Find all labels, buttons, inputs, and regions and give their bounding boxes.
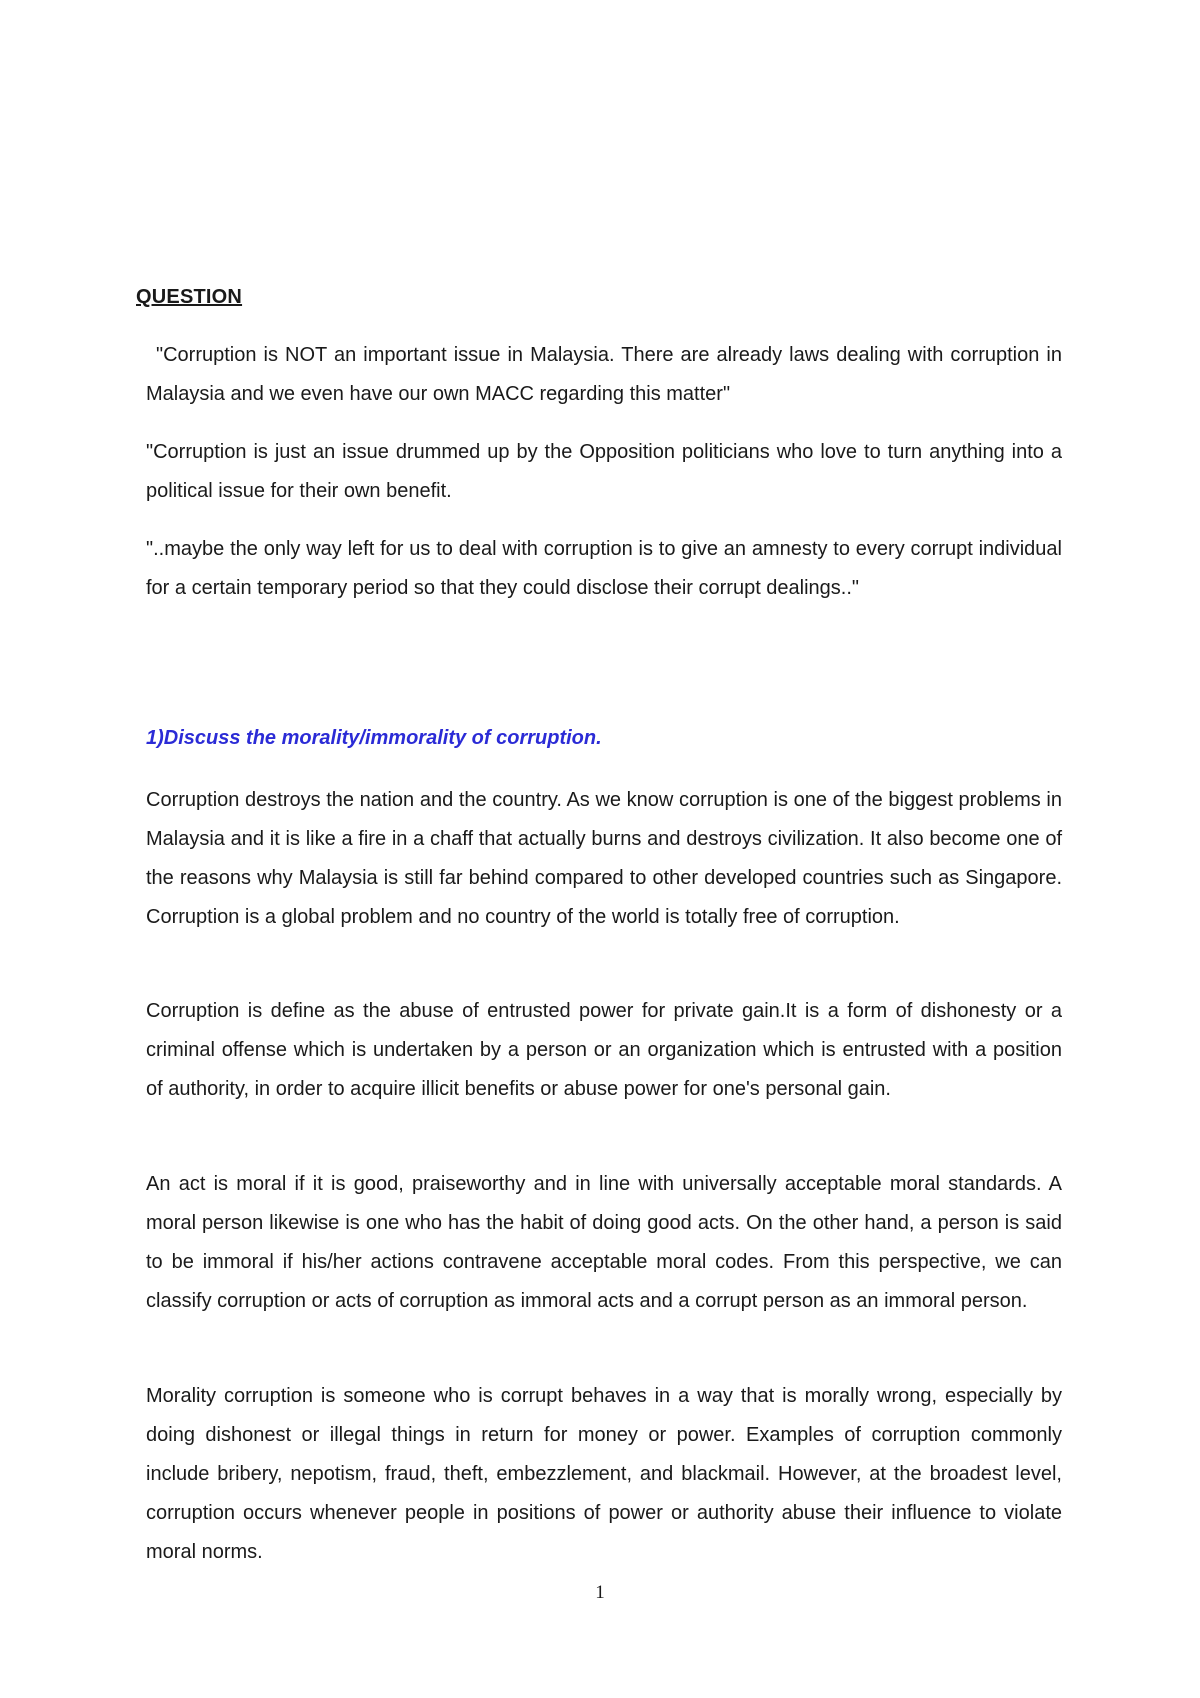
question-quote-2: "Corruption is just an issue drummed up by the Opposition politicians who love to turn anything into a political issue for their own benefit.: [146, 441, 1062, 502]
body-paragraph-1: Corruption destroys the nation and the country. As we know corruption is one of the biggest problems in Malaysia and it is like a fire in a chaff that actually burns and destroys civilization. It also become one of the reasons why Malaysia is still far behind compared to other developed countries such as Singapore. Corruption is a global problem and no country of the world is totally free of corruption.: [146, 789, 1062, 928]
page-number: 1: [595, 1582, 605, 1603]
section-title: 1)Discuss the morality/immorality of corruption.: [146, 727, 602, 749]
question-quote-1: "Corruption is NOT an important issue in Malaysia. There are already laws dealing with corruption in Malaysia and we even have our own MACC regarding this matter": [146, 344, 1062, 405]
question-heading: QUESTION: [136, 286, 243, 308]
body-paragraph-4: Morality corruption is someone who is corrupt behaves in a way that is morally wrong, especially by doing dishonest or illegal things in return for money or power. Examples of corruption commonly include bribery, nepotism, fraud, theft, embezzlement, and blackmail. However, at the broadest level, corruption occurs whenever people in positions of power or authority abuse their influence to violate moral norms.: [146, 1385, 1062, 1563]
body-paragraph-3: An act is moral if it is good, praiseworthy and in line with universally acceptable moral standards. A moral person likewise is one who has the habit of doing good acts. On the other hand, a person is said to be immoral if his/her actions contravene acceptable moral codes. From this perspective, we can classify corruption or acts of corruption as immoral acts and a corrupt person as an immoral person.: [146, 1173, 1062, 1312]
question-quote-3: "..maybe the only way left for us to deal with corruption is to give an amnesty to every corrupt individual for a certain temporary period so that they could disclose their corrupt dealings..": [146, 538, 1062, 599]
body-paragraph-2: Corruption is define as the abuse of entrusted power for private gain.It is a form of dishonesty or a criminal offense which is undertaken by a person or an organization which is entrusted with a position of authority, in order to acquire illicit benefits or abuse power for one's personal gain.: [146, 1000, 1062, 1100]
